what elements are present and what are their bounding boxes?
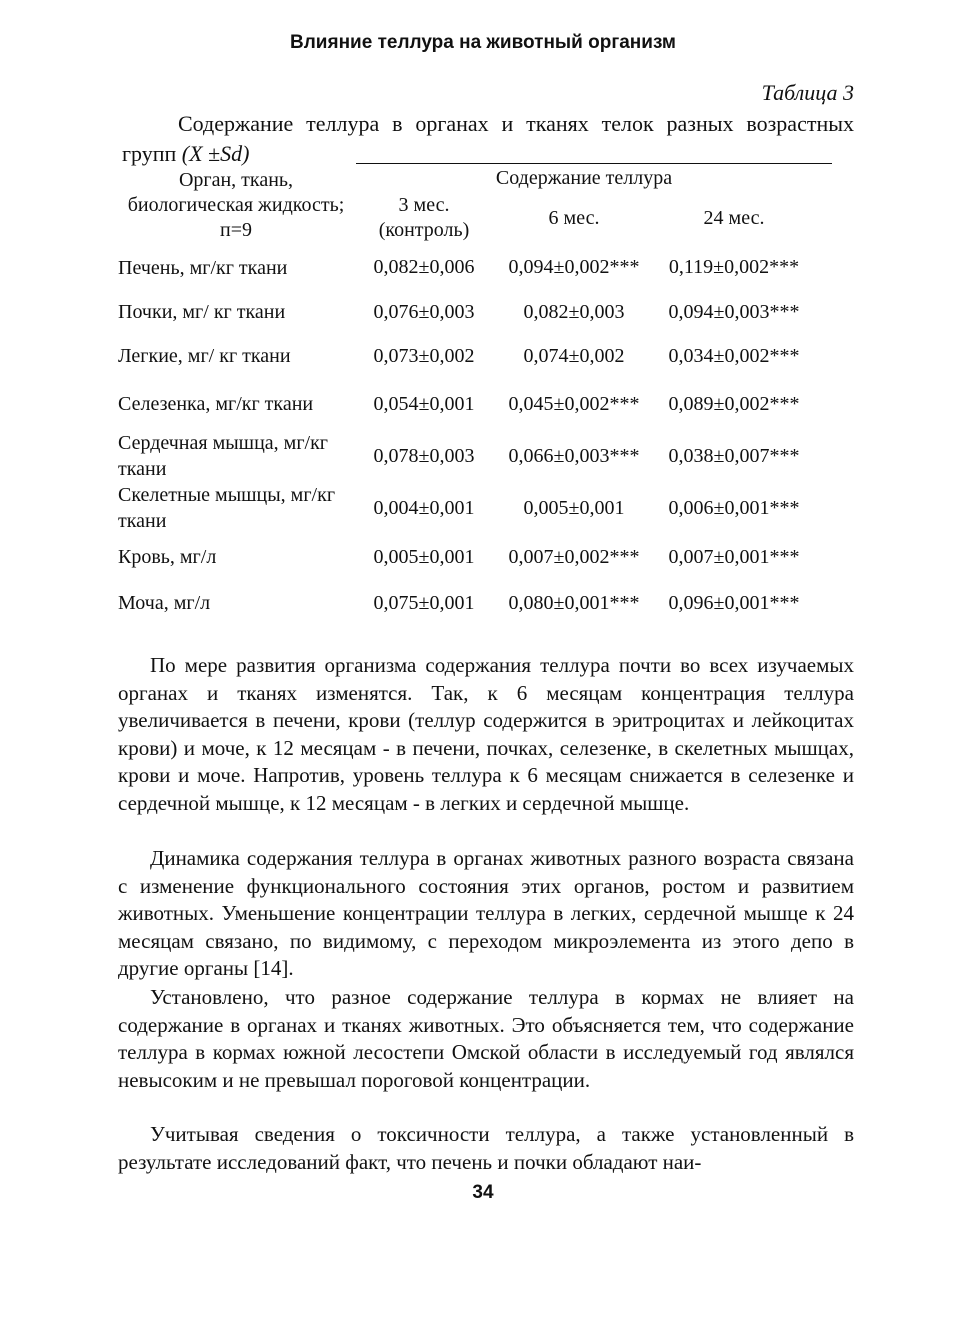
- cell-value: 0,082±0,003: [523, 300, 625, 323]
- table-row: [118, 580, 814, 626]
- cell-value: 0,119±0,002***: [668, 256, 800, 278]
- running-head: Влияние теллура на животный организм: [290, 32, 676, 53]
- header-rule: [356, 163, 832, 164]
- cell-value: 0,082±0,006: [373, 256, 475, 278]
- column-header: 24 мес.: [703, 206, 765, 229]
- page-number: 34: [472, 1182, 494, 1203]
- cell-value: 0,005±0,001: [523, 496, 625, 519]
- cell-value: 0,054±0,001: [373, 392, 475, 415]
- row-label-header: Орган, ткань, биологическая жидкость; п=9: [127, 168, 345, 241]
- cell-value: 0,034±0,002***: [668, 344, 800, 367]
- cell-value: 0,080±0,001***: [508, 591, 640, 614]
- data-table: [118, 165, 814, 626]
- cell-value: 0,038±0,007***: [668, 444, 800, 467]
- cell-value: 0,073±0,002: [373, 344, 475, 367]
- body-paragraph: По мере развития организма содержания теллура почти во всех изучаемых органах и тканях изменятся. Так, к 6 месяцам концентрация теллура увеличивается в печени, крови (теллур содержится в эритроцитах и лейкоцитах крови) и моче, к 12 месяцам - в печени, почках, селезенке, в скелетных мышцах, крови и моче. Напротив, уровень теллура к 6 месяцам снижается в селезенке и сердечной мышце, к 12 месяцам - в легких и сердечной мышце.: [118, 653, 854, 815]
- row-label: Легкие, мг/ кг ткани: [118, 345, 291, 367]
- row-label: Печень, мг/кг ткани: [118, 256, 288, 279]
- cell-value: 0,076±0,003: [373, 300, 475, 323]
- cell-value: 0,006±0,001***: [668, 496, 800, 519]
- cell-value: 0,045±0,002***: [508, 392, 640, 415]
- body-paragraph: Динамика содержания теллура в органах животных разного возраста связана с изменение функционального состояния этих органов, ростом и развитием животных. Уменьшение концентрации теллура в легких, сердечной мышце к 24 месяцам связано, по видимому, с переходом микроэлемента из этого депо в другие органы [14].: [118, 846, 854, 980]
- cell-value: 0,094±0,003***: [668, 300, 800, 323]
- cell-value: 0,094±0,002***: [508, 256, 640, 278]
- row-label: Скелетные мышцы, мг/кг ткани: [118, 484, 336, 532]
- row-label: Моча, мг/л: [118, 592, 211, 614]
- body-paragraph: Установлено, что разное содержание теллура в кормах не влияет на содержание в органах и тканях животных. Это объясняется тем, что содержание теллура в кормах южной лесостепи Омской области в исследуемый год являлся невысоким и не превышал пороговой концентрации.: [118, 985, 854, 1092]
- cell-value: 0,089±0,002***: [668, 392, 800, 415]
- column-header: 6 мес.: [548, 206, 600, 229]
- table-row: [118, 430, 814, 482]
- cell-value: 0,075±0,001: [373, 591, 475, 614]
- cell-value: 0,007±0,002***: [508, 545, 640, 568]
- table-caption: [122, 109, 854, 169]
- group-header: Содержание теллура: [495, 166, 673, 189]
- table-row: [118, 378, 814, 430]
- row-label: Селезенка, мг/кг ткани: [118, 393, 314, 415]
- table-row: [118, 290, 814, 334]
- table-row: [118, 245, 814, 290]
- row-label: Сердечная мышца, мг/кг ткани: [118, 432, 328, 480]
- cell-value: 0,004±0,001: [373, 496, 475, 519]
- row-label: Кровь, мг/л: [118, 546, 217, 568]
- caption-formula: (X ±Sd): [181, 141, 250, 166]
- table-row: [118, 534, 814, 580]
- table-row: [118, 334, 814, 378]
- body-paragraph: Учитывая сведения о токсичности теллура, а также установленный в результате исследований факт, что печень и почки обладают наи-: [118, 1122, 854, 1174]
- cell-value: 0,096±0,001***: [668, 591, 800, 614]
- column-header: 3 мес. (контроль): [378, 194, 470, 241]
- table-row: [118, 482, 814, 534]
- cell-value: 0,007±0,001***: [668, 545, 800, 568]
- cell-value: 0,074±0,002: [523, 344, 625, 367]
- cell-value: 0,078±0,003: [373, 444, 475, 467]
- cell-value: 0,066±0,003***: [508, 444, 640, 467]
- table-header-row: [118, 165, 814, 191]
- table-label: Таблица 3: [761, 80, 854, 105]
- row-label: Почки, мг/ кг ткани: [118, 301, 286, 323]
- cell-value: 0,005±0,001: [373, 545, 475, 568]
- caption-text: Содержание теллура в органах и тканях телок разных возрастных групп: [122, 111, 854, 166]
